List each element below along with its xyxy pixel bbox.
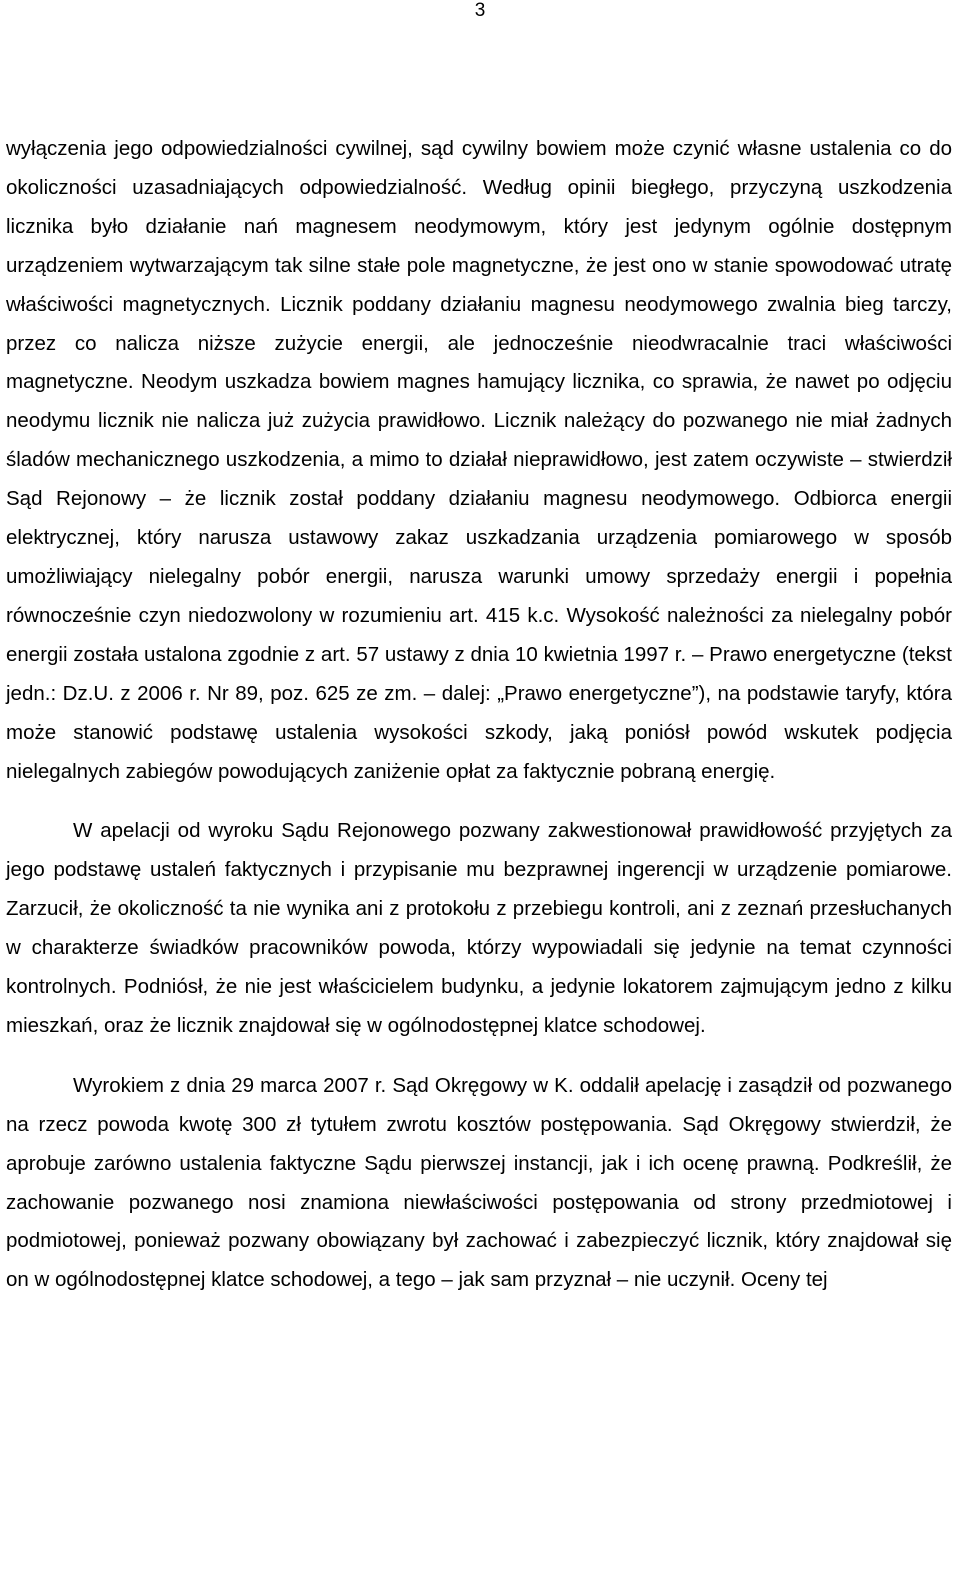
page-number: 3: [474, 0, 486, 21]
paragraph-judgment: Wyrokiem z dnia 29 marca 2007 r. Sąd Okręgowy w K. oddalił apelację i zasądził od pozwanego na rzecz powoda kwotę 300 zł tytułem zwrotu kosztów postępowania. Sąd Okręgowy stwierdził, że aprobuje zarówno ustalenia faktyczne Sądu pierwszej instancji, jak i ich ocenę prawną. Podkreślił, że zachowanie pozwanego nosi znamiona niewłaściwości postępowania od strony przedmiotowej i podmiotowej, ponieważ pozwany obowiązany był zachować i zabezpieczyć licznik, który znajdował się on w ogólnodostępnej klatce schodowej, a tego – jak sam przyznał – nie uczynił. Oceny tej: [6, 1073, 952, 1292]
paragraph-appeal: W apelacji od wyroku Sądu Rejonowego pozwany zakwestionował prawidłowość przyjętych za jego podstawę ustaleń faktycznych i przypisanie mu bezprawnej ingerencji w urządzenie pomiarowe. Zarzucił, że okoliczność ta nie wynika ani z protokołu z przebiegu kontroli, ani z zeznań przesłuchanych w charakterze świadków pracowników powoda, którzy wypowiadali się jedynie na temat czynności kontrolnych. Podniósł, że nie jest właścicielem budynku, a jedynie lokatorem zajmującym jedno z kilku mieszkań, oraz że licznik znajdował się w ogólnodostępnej klatce schodowej.: [6, 819, 952, 1037]
document-body: [6, 130, 952, 1300]
paragraph-continuation: wyłączenia jego odpowiedzialności cywilnej, sąd cywilny bowiem może czynić własne ustalenia co do okoliczności uzasadniających odpowiedzialność. Według opinii biegłego, przyczyną uszkodzenia licznika było działanie nań magnesem neodymowym, który jest jedynym ogólnie dostępnym urządzeniem wytwarzającym tak silne stałe pole magnetyczne, że jest ono w stanie spowodować utratę właściwości magnetycznych. Licznik poddany działaniu magnesu neodymowego zwalnia bieg tarczy, przez co nalicza niższe zużycie energii, ale jednocześnie nieodwracalnie traci właściwości magnetyczne. Neodym uszkadza bowiem magnes hamujący licznika, co sprawia, że nawet po odjęciu neodymu licznik nie nalicza już zużycia prawidłowo. Licznik należący do pozwanego nie miał żadnych śladów mechanicznego uszkodzenia, a mimo to działał nieprawidłowo, jest zatem oczywiste – stwierdził Sąd Rejonowy – że licznik został poddany działaniu magnesu neodymowego. Odbiorca energii elektrycznej, który narusza ustawowy zakaz uszkadzania urządzenia pomiarowego w sposób umożliwiający nielegalny pobór energii, narusza warunki umowy sprzedaży energii i popełnia równocześnie czyn niedozwolony w rozumieniu art. 415 k.c. Wysokość należności za nielegalny pobór energii została ustalona zgodnie z art. 57 ustawy z dnia 10 kwietnia 1997 r. – Prawo energetyczne (tekst jedn.: Dz.U. z 2006 r. Nr 89, poz. 625 ze zm. – dalej: „Prawo energetyczne”), na podstawie taryfy, która może stanowić podstawę ustalenia wysokości szkody, jaką poniósł powód wskutek podjęcia nielegalnych zabiegów powodujących zaniżenie opłat za faktycznie pobraną energię.: [6, 137, 952, 783]
